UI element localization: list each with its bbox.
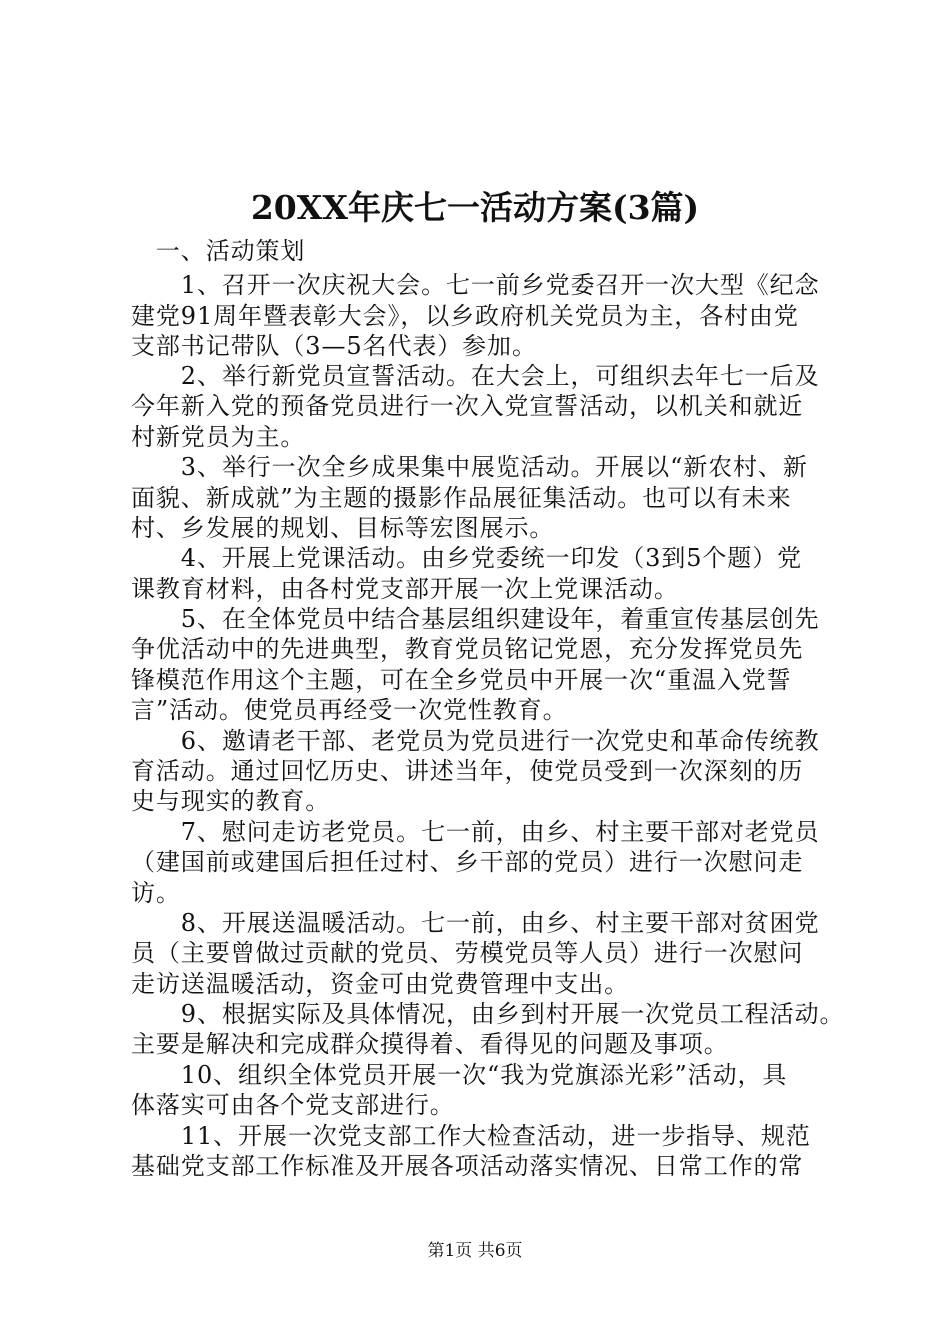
text-line: 2、举行新党员宣誓活动。在大会上，可组织去年七一后及 — [131, 362, 820, 390]
text-line: 史与现实的教育。 — [131, 787, 331, 815]
text-line: 育活动。通过回忆历史、讲述当年，使党员受到一次深刻的历 — [131, 757, 804, 785]
text-line: 9、根据实际及具体情况，由乡到村开展一次党员工程活动。 — [131, 1000, 845, 1028]
text-line: 锋模范作用这个主题，可在全乡党员中开展一次“重温入党誓 — [131, 666, 792, 694]
page-number-footer: 第1页 共6页 — [427, 1241, 523, 1261]
text-line: 村、乡发展的规划、目标等宏图展示。 — [131, 514, 555, 542]
text-line: 4、开展上党课活动。由乡党委统一印发（3到5个题）党 — [131, 544, 803, 572]
text-line: 一、活动策划 — [131, 237, 306, 265]
text-line: 体落实可由各个党支部进行。 — [131, 1091, 455, 1119]
text-line: 面貌、新成就”为主题的摄影作品展征集活动。也可以有未来 — [131, 484, 792, 512]
text-line: 员（主要曾做过贡献的党员、劳模党员等人员）进行一次慰问 — [131, 939, 804, 967]
text-line: 支部书记带队（3—5名代表）参加。 — [131, 332, 537, 360]
text-line: 8、开展送温暖活动。七一前，由乡、村主要干部对贫困党 — [131, 909, 820, 937]
text-line: 访。 — [131, 879, 181, 907]
text-line: 走访送温暖活动，资金可由党费管理中支出。 — [131, 970, 629, 998]
text-line: 基础党支部工作标准及开展各项活动落实情况、日常工作的常 — [131, 1152, 804, 1180]
text-line: 争优活动中的先进典型，教育党员铭记党恩，充分发挥党员先 — [131, 635, 804, 663]
text-line: 1、召开一次庆祝大会。七一前乡党委召开一次大型《纪念 — [131, 271, 820, 299]
text-line: 7、慰问走访老党员。七一前，由乡、村主要干部对老党员 — [131, 818, 820, 846]
text-line: 建党91周年暨表彰大会》，以乡政府机关党员为主，各村由党 — [131, 302, 799, 330]
text-line: 5、在全体党员中结合基层组织建设年，着重宣传基层创先 — [131, 605, 820, 633]
text-line: 村新党员为主。 — [131, 423, 306, 451]
text-line: 6、邀请老干部、老党员为党员进行一次党史和革命传统教 — [131, 727, 820, 755]
text-line: （建国前或建国后担任过村、乡干部的党员）进行一次慰问走 — [131, 848, 804, 876]
text-line: 言”活动。使党员再经受一次党性教育。 — [131, 696, 568, 724]
text-line: 10、组织全体党员开展一次“我为党旗添光彩”活动，具 — [131, 1061, 788, 1089]
text-line: 今年新入党的预备党员进行一次入党宣誓活动，以机关和就近 — [131, 392, 804, 420]
text-line: 课教育材料，由各村党支部开展一次上党课活动。 — [131, 575, 679, 603]
text-line: 3、举行一次全乡成果集中展览活动。开展以“新农村、新 — [131, 453, 808, 481]
text-line: 主要是解决和完成群众摸得着、看得见的问题及事项。 — [131, 1030, 729, 1058]
text-line: 11、开展一次党支部工作大检查活动，进一步指导、规范 — [131, 1122, 811, 1150]
document-title: 20XX年庆七一活动方案(3篇) — [250, 188, 700, 227]
